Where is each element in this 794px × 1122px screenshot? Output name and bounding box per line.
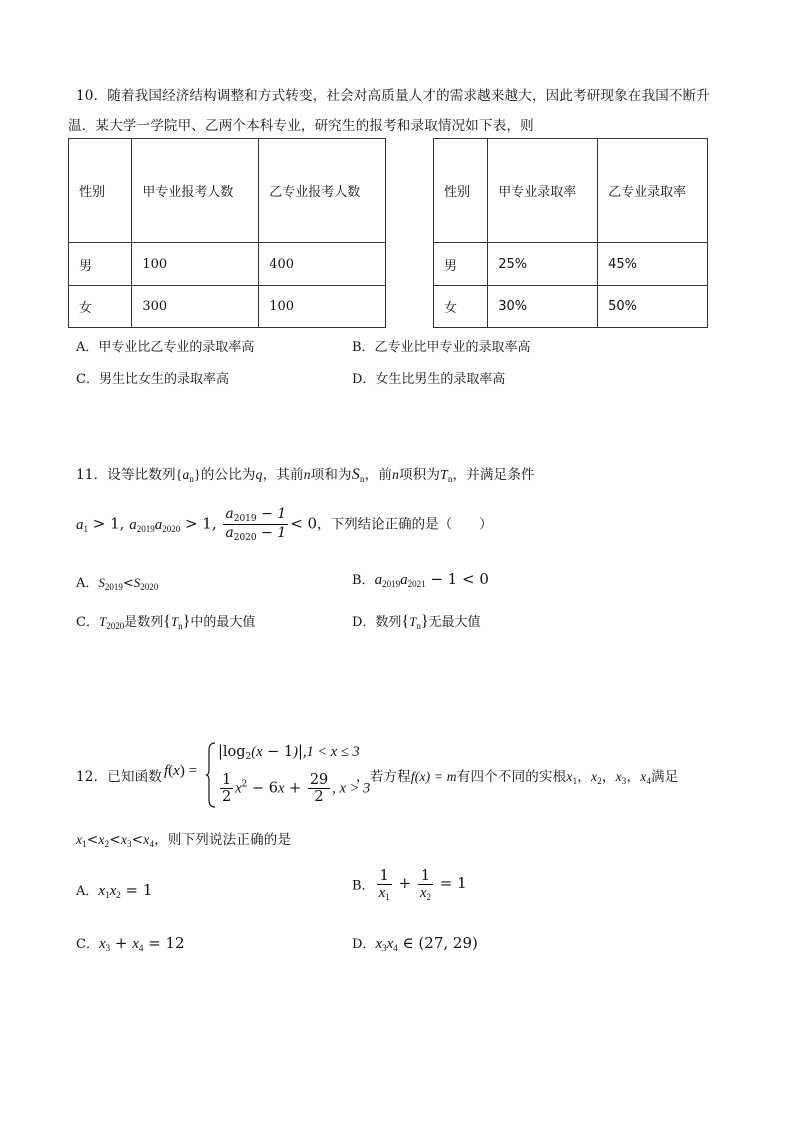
table-cell: 女: [69, 286, 132, 328]
q11-option-d[interactable]: D．数列$\{T_n\}$无最大值: [352, 613, 481, 631]
table-cell: 50%: [598, 286, 708, 328]
q12-option-d[interactable]: D．$x_3x_4$ ∈ (27, 29): [352, 934, 478, 953]
table-header-cell: 甲专业报考人数: [132, 139, 259, 243]
table-header-cell: 乙专业报考人数: [259, 139, 386, 243]
table-cell: 45%: [598, 243, 708, 286]
table-row: [434, 286, 708, 328]
table-cell: 30%: [488, 286, 598, 328]
table-row: [69, 286, 386, 328]
q12-option-b[interactable]: B． $\frac{1}{x_1}$ + $\frac{1}{x_2}$ = 1: [352, 866, 467, 902]
table-cell: 男: [434, 243, 488, 286]
table-cell: 300: [132, 286, 259, 328]
table-cell: 男: [69, 243, 132, 286]
table-header-cell: 乙专业录取率: [598, 139, 708, 243]
q12-stem-line2: $x_1<x_2<x_3<x_4$，则下列说法正确的是: [76, 832, 292, 849]
table-row: [434, 243, 708, 286]
q11-stem-line1: 11．设等比数列$\{a_n\}$的公比为q，其前n项和为$S_n$，前n项积为$T_n$，并满足条件: [76, 466, 535, 484]
table-header-cell: 性别: [69, 139, 132, 243]
q10-option-a[interactable]: A．甲专业比乙专业的录取率高: [76, 340, 255, 355]
table-header-cell: 性别: [434, 139, 488, 243]
q11-option-c[interactable]: C．$T_{2020}$是数列$\{T_n\}$中的最大值: [76, 613, 256, 631]
q10-line1: 10．随着我国经济结构调整和方式转变，社会对高质量人才的需求越来越大，因此考研现象在我国不断升: [76, 88, 711, 104]
q12-stem-tail: ，若方程f(x) = m有四个不同的实根$x_1$，$x_2$，$x_3$，$x_4$满足: [356, 769, 679, 786]
q11-option-a[interactable]: A．$S_{2019}<S_{2020}$: [76, 575, 159, 592]
table-cell: 100: [132, 243, 259, 286]
q11-conditions: $a_1 > 1$, $a_{2019}a_{2020} > 1$, $\frac{a_{2019} - 1}{a_{2020} - 1}$ < 0，下列结论正确的是（ ）: [76, 506, 493, 543]
piecewise-brace-icon: [206, 742, 216, 808]
q12-option-c[interactable]: C．$x_3 + x_4 = 12$: [76, 934, 185, 953]
q10-table-applicants: [68, 138, 386, 328]
q10-line2: 温．某大学一学院甲、乙两个本科专业，研究生的报考和录取情况如下表，则: [68, 118, 534, 134]
q10-option-b[interactable]: B．乙专业比甲专业的录取率高: [352, 340, 531, 355]
q12-piece-1: $|\log_2(x - 1)|,1 < x \le 3$: [218, 744, 360, 762]
q10-table-admission-rates: [433, 138, 708, 328]
q11-option-b[interactable]: B．$a_{2019}a_{2021} - 1 < 0$: [352, 570, 489, 589]
q12-number: 12．已知函数: [76, 769, 163, 785]
q10-option-c[interactable]: C．男生比女生的录取率高: [76, 372, 229, 387]
table-row: [69, 243, 386, 286]
table-cell: 100: [259, 286, 386, 328]
q12-option-a[interactable]: A．$x_1x_2 = 1$: [76, 881, 153, 900]
q11-number: 11．设等比数列: [76, 467, 176, 483]
q12-piece-2: $\frac{1}{2}$ $x^2 - 6x$ + $\frac{29}{2}$ , x > 3: [222, 772, 371, 805]
q12-function-name: f(x) =: [164, 763, 198, 779]
table-cell: 女: [434, 286, 488, 328]
table-cell: 400: [259, 243, 386, 286]
table-header-cell: 甲专业录取率: [488, 139, 598, 243]
table-cell: 25%: [488, 243, 598, 286]
q10-option-d[interactable]: D．女生比男生的录取率高: [352, 372, 506, 387]
